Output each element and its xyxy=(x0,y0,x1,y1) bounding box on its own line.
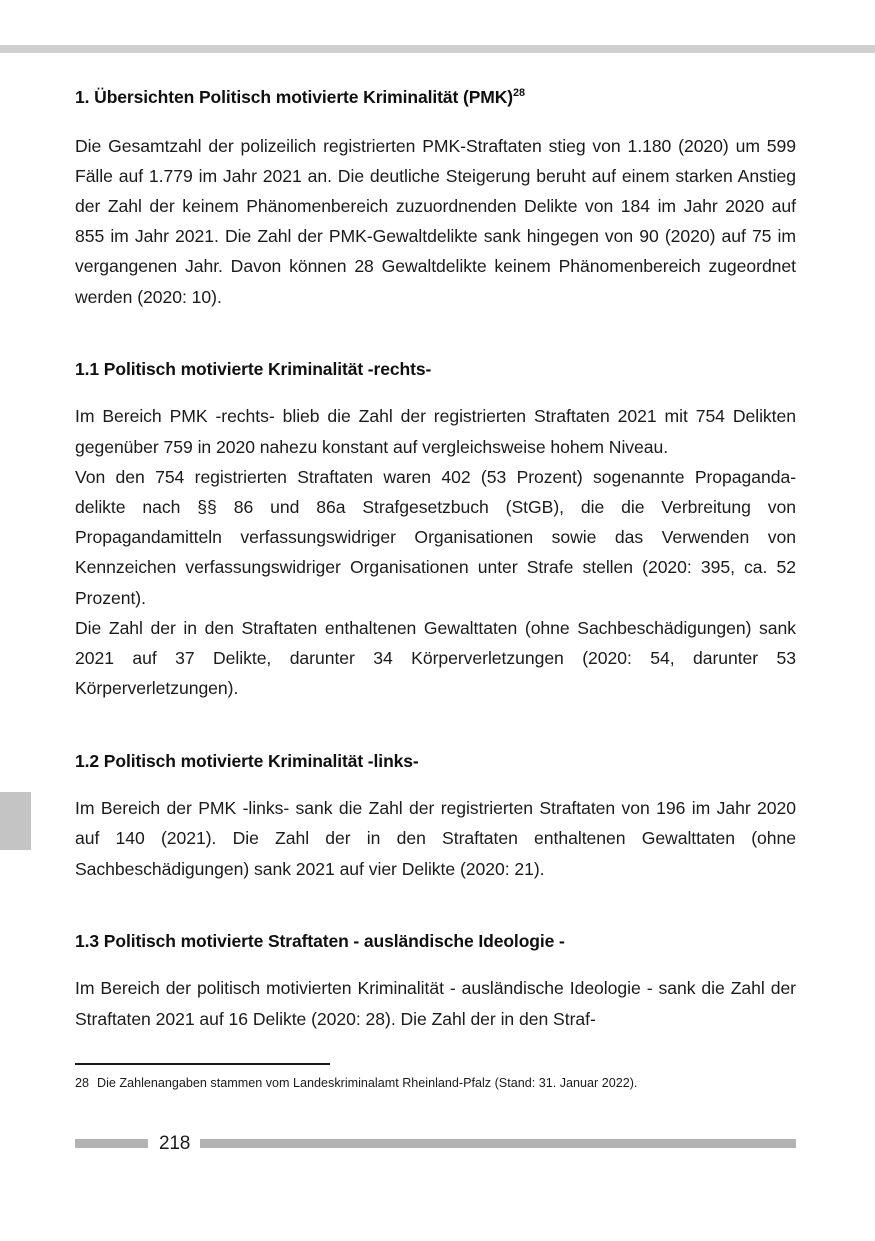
heading-section-1-2: 1.2 Politisch motivierte Kriminalität -links- xyxy=(75,750,419,771)
spacer xyxy=(75,110,796,131)
spacer xyxy=(75,381,796,401)
paragraph-section-1-1-b: Von den 754 registrierten Straftaten waren 402 (53 Prozent) sogenannte Propaganda- delikte nach §§ 86 und 86a Strafgesetzbuch (StGB), die die Verbreitung von Propagandamitteln verfassungswidriger Organisationen sowie das Verwenden von Kennzeichen verfassungswidriger Organisationen unter Strafe stellen (2020: 395, ca. 52 Prozent). xyxy=(75,466,796,608)
footnote-entry xyxy=(75,1075,796,1092)
footnote-number: 28 xyxy=(75,1075,90,1090)
footnote-text: Die Zahlenangaben stammen vom Landeskriminalamt Rheinland-Pfalz (Stand: 31. Januar 2022). xyxy=(97,1075,638,1090)
page-edge-tab-marker xyxy=(0,792,31,850)
spacer xyxy=(75,773,796,793)
page-footer xyxy=(75,1131,796,1155)
page-number: 218 xyxy=(159,1132,191,1154)
heading-section-1-1: 1.1 Politisch motivierte Kriminalität -rechts- xyxy=(75,358,432,379)
heading-section-1-3: 1.3 Politisch motivierte Straftaten - ausländische Ideologie - xyxy=(75,930,565,951)
heading-section-1-text: 1. Übersichten Politisch motivierte Kriminalität (PMK) xyxy=(75,87,514,107)
spacer xyxy=(75,884,796,930)
footer-bar-left xyxy=(75,1139,148,1148)
footnote-area xyxy=(75,1063,796,1092)
spacer xyxy=(75,953,796,973)
footnote-separator-rule xyxy=(75,1063,330,1065)
spacer xyxy=(75,704,796,750)
paragraph-section-1: Die Gesamtzahl der polizeilich registrierten PMK-Straftaten stieg von 1.180 (2020) um 599 Fälle auf 1.779 im Jahr 2021 an. Die deutliche Steigerung beruht auf einem starken Anstieg der Zahl der keinem Phänomenbereich zuzuordnenden Delikte von 184 im Jahr 2020 auf 855 im Jahr 2021. Die Zahl der PMK-Gewaltdelikte sank hingegen von 90 (2020) auf 75 im vergangenen Jahr. Davon können 28 Gewaltdelikte keinem Phänomenbereich zugeordnet werden (2020: 10). xyxy=(75,135,796,307)
paragraph-section-1-2: Im Bereich der PMK -links- sank die Zahl der registrierten Straftaten von 196 im Jahr 2020 auf 140 (2021). Die Zahl der in den Straftaten enthaltenen Gewalttaten (ohne Sachbeschädigungen) sank 2021 auf vier Delikte (2020: 21). xyxy=(75,798,796,879)
paragraph-section-1-1-c: Die Zahl der in den Straftaten enthaltenen Gewalttaten (ohne Sachbeschädigungen) sank 2021 auf 37 Delikte, darunter 34 Körperverletzungen (2020: 54, darunter 53 Körperverletzungen). xyxy=(75,617,796,699)
header-rule xyxy=(0,45,875,53)
page-content-column xyxy=(75,86,796,1034)
heading-section-1 xyxy=(75,86,796,110)
spacer xyxy=(75,312,796,358)
paragraph-section-1-3: Im Bereich der politisch motivierten Kriminalität - ausländische Ideologie - sank die Zahl der Straftaten 2021 auf 16 Delikte (2020: 28). Die Zahl der in den Straf- xyxy=(75,978,796,1029)
footnote-marker-28[interactable]: 28 xyxy=(513,87,525,100)
paragraph-section-1-1-a: Im Bereich PMK -rechts- blieb die Zahl der registrierten Straftaten 2021 mit 754 Delikten gegenüber 759 in 2020 nahezu konstant auf vergleichsweise hohem Niveau. xyxy=(75,406,796,457)
footer-bar-right xyxy=(200,1139,796,1148)
